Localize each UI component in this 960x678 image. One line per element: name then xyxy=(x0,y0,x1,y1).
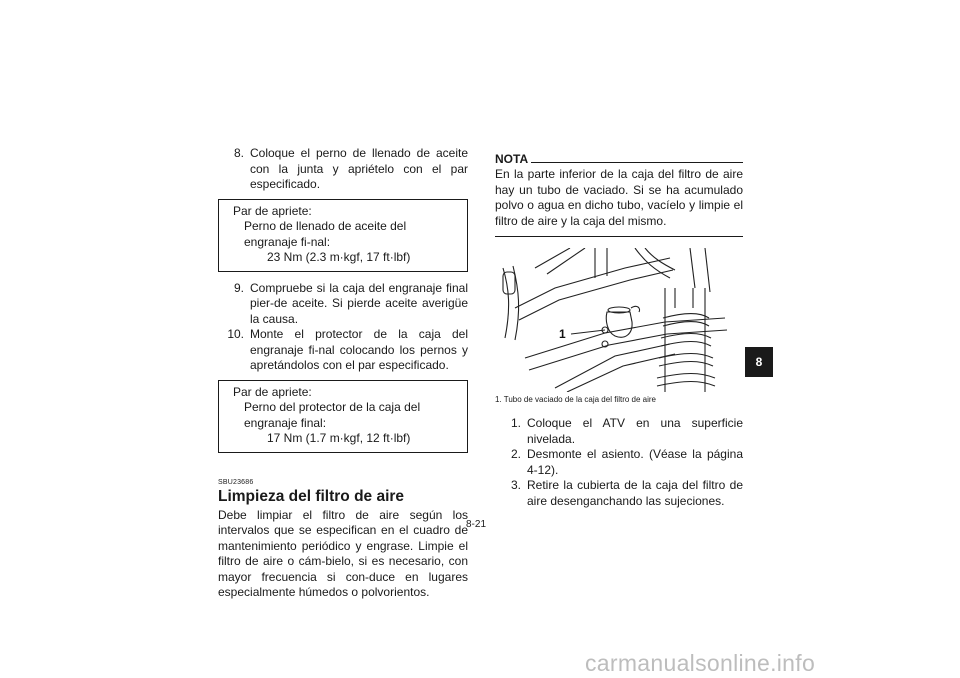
step-8 xyxy=(218,146,468,193)
step-number: 2. xyxy=(510,447,521,461)
step-3 xyxy=(495,478,743,509)
torque-box-oil-filler-bolt xyxy=(218,199,468,272)
note-end-rule xyxy=(495,236,743,237)
right-column xyxy=(495,153,743,509)
illustration-drawing xyxy=(495,248,743,392)
note-text: En la parte inferior de la caja del filtro de aire hay un tubo de vaciado. Si se ha acumulado polvo o agua en dicho tubo, vacíelo y limpie el filtro de aire y la caja del mismo. xyxy=(495,167,743,228)
torque-box-item: Perno del protector de la caja del engranaje final: xyxy=(244,400,421,430)
drain-tube-illustration xyxy=(495,248,743,392)
step-text: Compruebe si la caja del engranaje final pier-de aceite. Si pierde aceite averigüe la causa. xyxy=(250,280,468,326)
step-number: 3. xyxy=(510,478,521,492)
step-10 xyxy=(218,327,468,374)
torque-box-guard-bolt xyxy=(218,380,468,453)
step-text: Coloque el ATV en una superficie nivelada. xyxy=(527,416,743,446)
step-9 xyxy=(218,281,468,328)
chapter-tab: 8 xyxy=(745,347,773,377)
section-paragraph: Debe limpiar el filtro de aire según los intervalos que se especifican en el cuadro de mantenimiento periódico y engrase. Limpie el filtro de aire o cám-bielo, si es necesario, con mayor frecuencia si con-duce en lugares especialmente húmedos o polvorientos. xyxy=(218,507,468,599)
note-rule xyxy=(531,162,743,163)
step-text: Desmonte el asiento. (Véase la página 4-12). xyxy=(527,447,743,477)
step-number: 8. xyxy=(233,146,244,160)
torque-box-title: Par de apriete: xyxy=(233,384,312,399)
step-text: Monte el protector de la caja del engranaje fi-nal colocando los pernos y apretándolos con el par especificado. xyxy=(250,327,468,372)
step-1 xyxy=(495,416,743,447)
step-text: Retire la cubierta de la caja del filtro de aire desenganchando las sujeciones. xyxy=(527,478,743,508)
step-2 xyxy=(495,447,743,478)
note-header xyxy=(495,153,743,166)
step-number: 9. xyxy=(233,280,244,295)
page-number: 8-21 xyxy=(466,519,487,530)
torque-box-value: 23 Nm (2.3 m·kgf, 17 ft·lbf) xyxy=(267,250,411,264)
torque-box-value: 17 Nm (1.7 m·kgf, 12 ft·lbf) xyxy=(267,431,411,445)
torque-box-item: Perno de llenado de aceite del engranaje fi-nal: xyxy=(244,219,407,249)
section-code: SBU23686 xyxy=(218,478,254,486)
step-text: Coloque el perno de llenado de aceite con la junta y apriételo con el par especificado. xyxy=(250,146,468,191)
figure-caption: 1. Tubo de vaciado de la caja del filtro de aire xyxy=(495,395,656,404)
right-steps xyxy=(495,416,743,509)
figure-callout-1: 1 xyxy=(559,327,566,341)
torque-box-title: Par de apriete: xyxy=(233,203,312,218)
left-column xyxy=(218,146,468,601)
step-number: 10. xyxy=(227,327,244,341)
watermark: carmanualsonline.info xyxy=(585,650,816,676)
note-label: NOTA xyxy=(495,152,529,166)
section-heading: Limpieza del filtro de aire xyxy=(218,487,405,505)
step-number: 1. xyxy=(510,416,521,430)
